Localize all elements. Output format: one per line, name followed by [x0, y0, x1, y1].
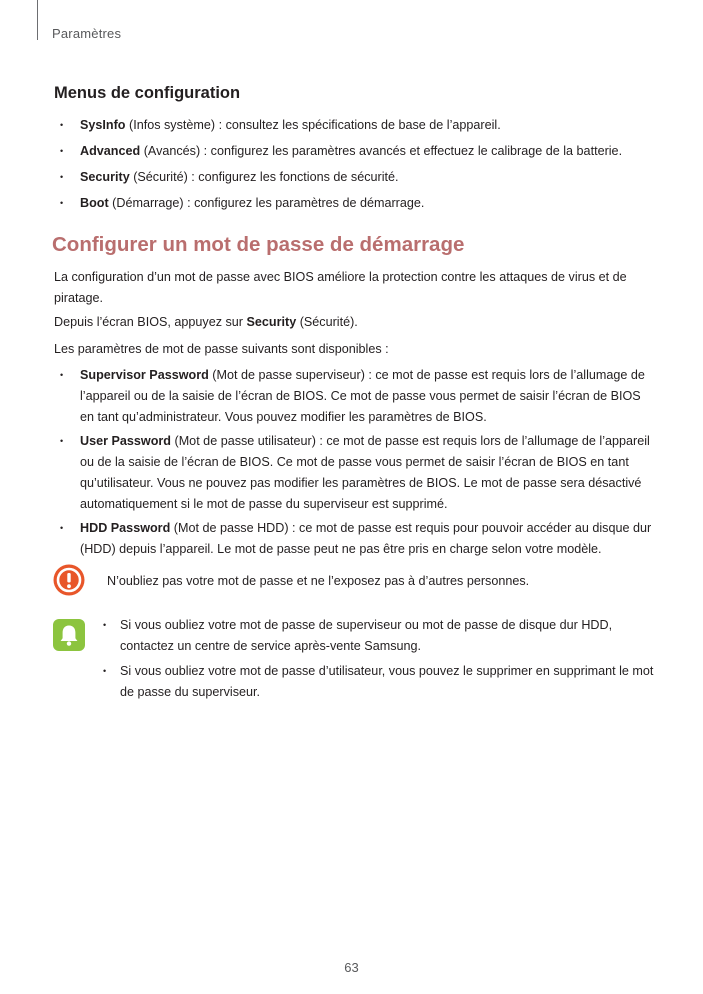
- list-item: [54, 431, 654, 515]
- page-number: 63: [344, 960, 359, 975]
- heading-boot-password: Configurer un mot de passe de démarrage: [52, 233, 465, 256]
- section-title-menus: Menus de configuration: [54, 84, 241, 102]
- description: (Mot de passe HDD) : ce mot de passe est requis pour pouvoir accéder au disque dur (HDD) depuis l’appareil. Le mot de passe peut ne pas être pris en charge selon votre modèle.: [80, 521, 652, 556]
- note-list: [102, 615, 657, 707]
- description: (Démarrage) : configurez les paramètres de démarrage.: [108, 196, 425, 210]
- description: (Infos système) : consultez les spécifications de base de l’appareil.: [125, 118, 501, 132]
- term: Advanced: [80, 144, 141, 158]
- term: SysInfo: [80, 118, 126, 132]
- exclamation-icon: [53, 564, 85, 596]
- running-header: Paramètres: [52, 26, 122, 41]
- step-paragraph: [54, 312, 654, 333]
- list-item: [54, 518, 654, 560]
- list-item: • Si vous oubliez votre mot de passe de superviseur ou mot de passe de disque dur HDD, contactez un centre de service après-vente Samsung.: [102, 615, 657, 657]
- header-rule: [37, 0, 38, 40]
- step-suffix: (Sécurité).: [296, 315, 358, 329]
- term: Security: [80, 170, 130, 184]
- intro-paragraph: La configuration d’un mot de passe avec BIOS améliore la protection contre les attaques de virus et de piratage.: [54, 270, 627, 305]
- term: Boot: [80, 196, 109, 210]
- list-item: [54, 115, 654, 136]
- description: (Sécurité) : configurez les fonctions de sécurité.: [129, 170, 399, 184]
- bell-icon: [53, 619, 85, 651]
- step-prefix: Depuis l’écran BIOS, appuyez sur: [54, 315, 247, 329]
- term: HDD Password: [80, 521, 171, 535]
- description: (Mot de passe utilisateur) : ce mot de passe est requis lors de l’allumage de l’appareil ou de la saisie de l’écran de BIOS. Ce mot de passe vous permet de saisir l’écran de BIOS en tant qu’utilisateur. Vous ne pouvez pas modifier les paramètres de BIOS. Le mot de passe sera désactivé automatiquement si le mot de passe du superviseur est supprimé.: [80, 434, 650, 511]
- term: Supervisor Password: [80, 368, 209, 382]
- term: User Password: [80, 434, 171, 448]
- warning-text: N’oubliez pas votre mot de passe et ne l’exposez pas à d’autres personnes.: [107, 574, 530, 588]
- list-item: [54, 365, 654, 428]
- description: (Avancés) : configurez les paramètres avancés et effectuez le calibrage de la batterie.: [140, 144, 623, 158]
- list-item: [54, 167, 654, 188]
- password-types-list: [54, 365, 654, 563]
- list-item: • Si vous oubliez votre mot de passe d’utilisateur, vous pouvez le supprimer en supprimant le mot de passe du superviseur.: [102, 661, 657, 703]
- available-paragraph: Les paramètres de mot de passe suivants sont disponibles :: [54, 342, 389, 356]
- list-item: [54, 193, 654, 214]
- menus-list: [54, 115, 654, 219]
- list-item: [54, 141, 654, 162]
- description: (Mot de passe superviseur) : ce mot de passe est requis lors de l’allumage de l’appareil ou de la saisie de l’écran de BIOS. Ce mot de passe vous permet de saisir l’écran de BIOS en tant qu’administrateur. Vous pouvez modifier les paramètres de BIOS.: [80, 368, 645, 424]
- step-term: Security: [246, 315, 297, 329]
